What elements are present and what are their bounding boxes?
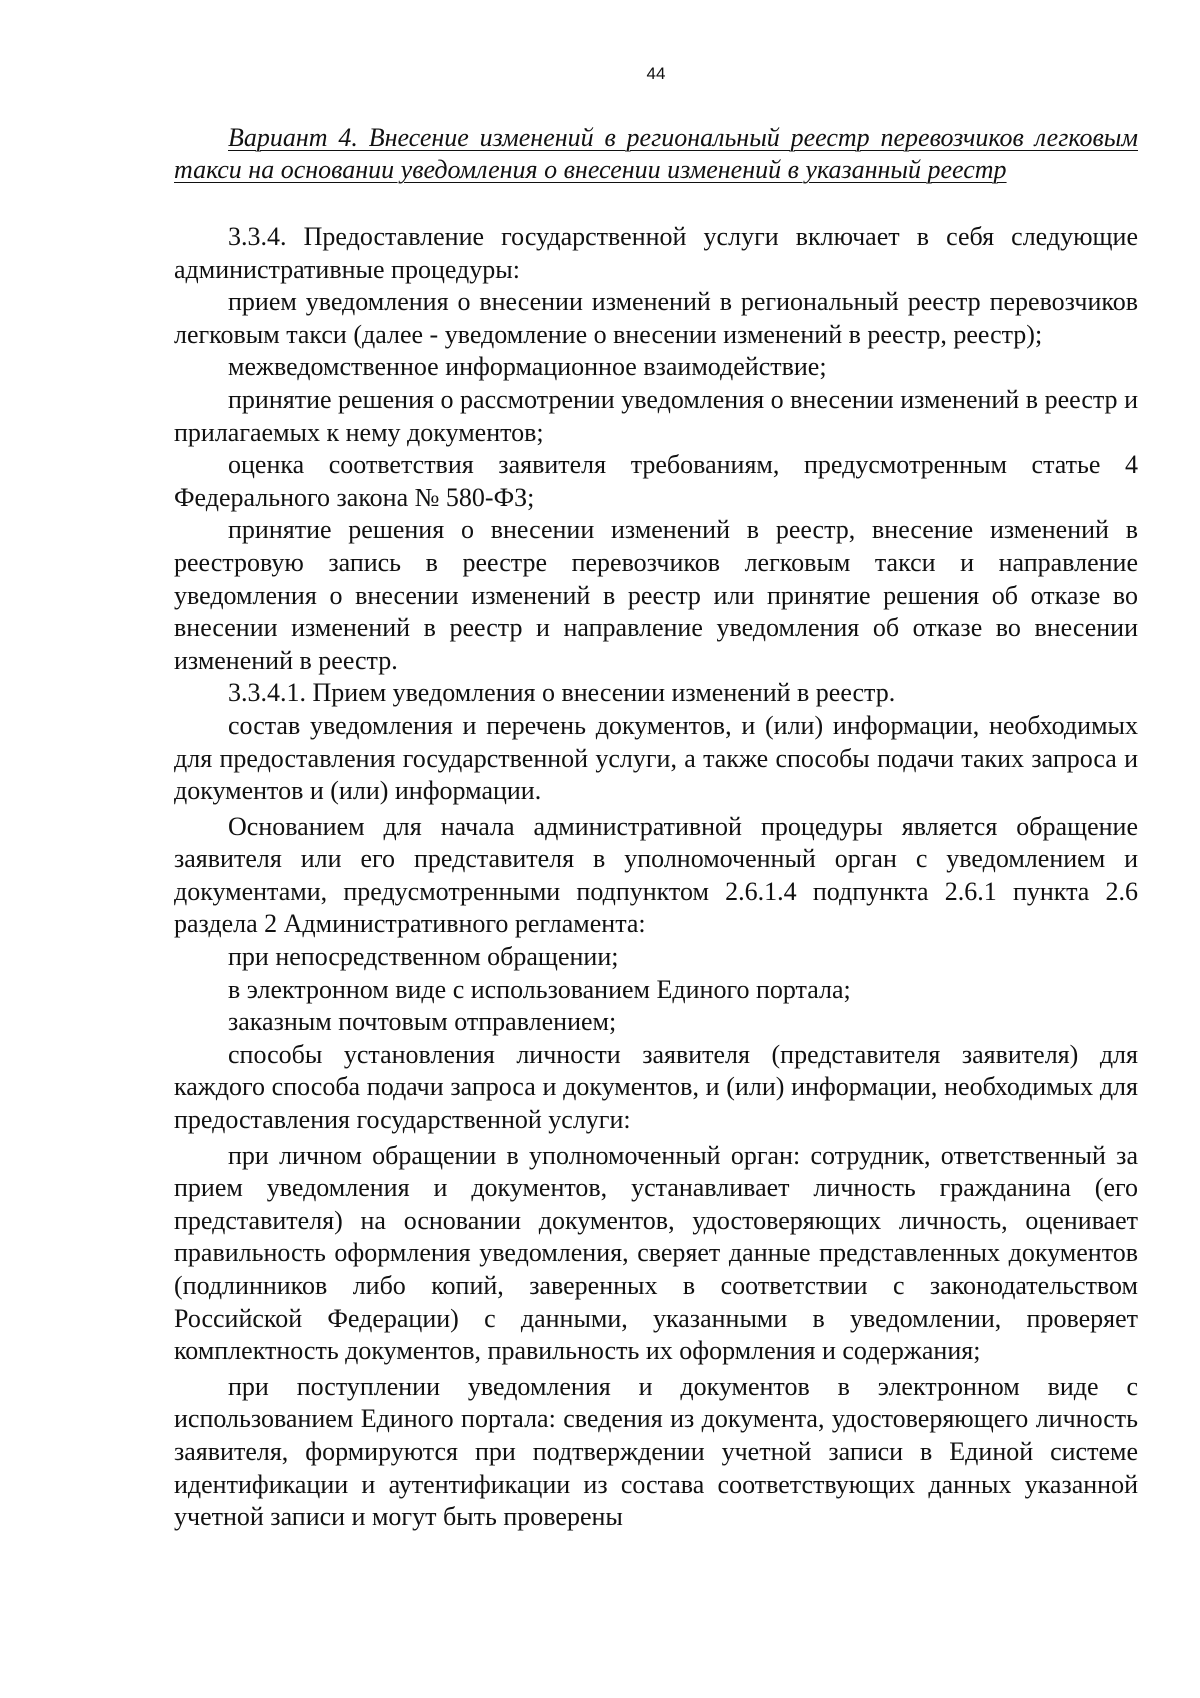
paragraph-compliance-assessment: оценка соответствия заявителя требованиям, предусмотренным статье 4 Федерального закона № 580-ФЗ;: [174, 450, 1138, 512]
paragraph-personal-appeal: при личном обращении в уполномоченный орган: сотрудник, ответственный за прием уведомления и документов, устанавливает личность гражданина (его представителя) на основании документов, удостоверяющих личность, оценивает правильность оформления уведомления, сверяет данные представленных документов (подлинников либо копий, заверенных в соответствии с законодательством Российской Федерации) с данными, указанными в уведомлении, проверяет комплектность документов, правильность их оформления и содержания;: [174, 1140, 1138, 1366]
paragraph-3-3-4-1: 3.3.4.1. Прием уведомления о внесении изменений в реестр.: [228, 678, 896, 708]
paragraph-interagency-interaction: межведомственное информационное взаимодействие;: [228, 352, 827, 382]
paragraph-notification-composition: состав уведомления и перечень документов, и (или) информации, необходимых для предоставления государственной услуги, а также способы подачи таких запроса и документов и (или) информации.: [174, 710, 1138, 806]
body-text: [174, 221, 1138, 1534]
section-heading: Вариант 4. Внесение изменений в региональный реестр перевозчиков легковым такси на основании уведомления о внесении изменений в указанный реестр: [174, 123, 1138, 184]
list-item-electronic: в электронном виде с использованием Единого портала;: [228, 974, 851, 1004]
paragraph-decision-review: принятие решения о рассмотрении уведомления о внесении изменений в реестр и прилагаемых к нему документов;: [174, 384, 1138, 447]
paragraph-decision-changes: принятие решения о внесении изменений в реестр, внесение изменений в реестровую запись в реестре перевозчиков легковым такси и направление уведомления о внесении изменений в реестр или принятие решения об отказе во внесении изменений в реестр и направление уведомления об отказе во внесении изменений в реестр.: [174, 515, 1138, 675]
paragraph-grounds: Основанием для начала административной процедуры является обращение заявителя или его представителя в уполномоченный орган с уведомлением и документами, предусмотренными подпунктом 2.6.1.4 подпункта 2.6.1 пункта 2.6 раздела 2 Административного регламента:: [174, 811, 1138, 939]
paragraph-electronic-receipt: при поступлении уведомления и документов в электронном виде с использованием Единого портала: сведения из документа, удостоверяющего личность заявителя, формируются при подтверждении учетной записи в Единой системе идентификации и аутентификации из состава соответствующих данных указанной учетной записи и могут быть проверены: [174, 1371, 1138, 1532]
paragraph-3-3-4: 3.3.4. Предоставление государственной услуги включает в себя следующие административные процедуры:: [174, 222, 1138, 284]
page-number: 44: [646, 64, 666, 83]
paragraph-identity-methods: способы установления личности заявителя (представителя заявителя) для каждого способа подачи запроса и документов, и (или) информации, необходимых для предоставления государственной услуги:: [174, 1039, 1138, 1135]
paragraph-notification-receipt: прием уведомления о внесении изменений в региональный реестр перевозчиков легковым такси (далее - уведомление о внесении изменений в реестр, реестр);: [174, 287, 1138, 349]
list-item-registered-mail: заказным почтовым отправлением;: [228, 1007, 617, 1037]
list-item-direct-appeal: при непосредственном обращении;: [228, 942, 619, 972]
